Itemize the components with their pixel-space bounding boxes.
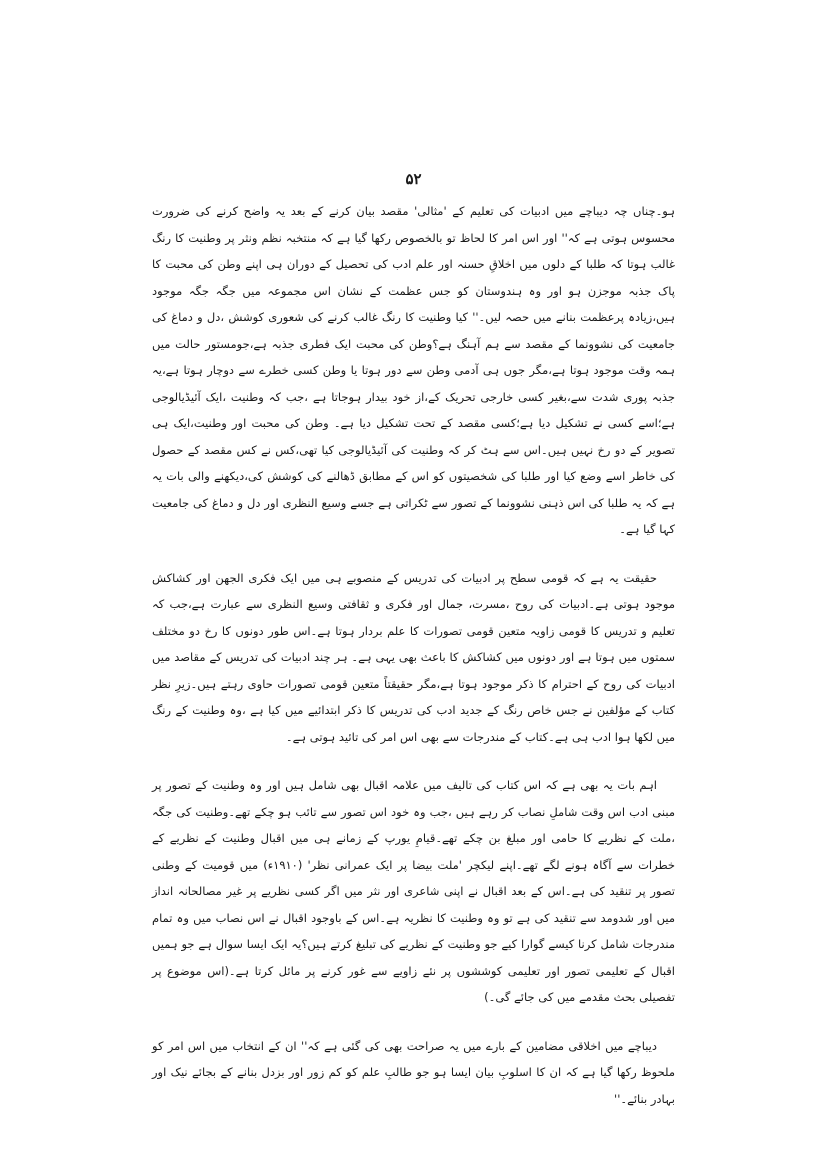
paragraph-4: دیباچے میں اخلاقی مضامین کے بارے میں یہ صراحت بھی کی گئی ہے کہ'' ان کے انتخاب میں اس امر کو ملحوظ رکھا گیا ہے کہ ان کا اسلوبِ بیان ایسا ہو جو طالبِ علم کو کم زور اور بزدل بنانے کے بجائے نیک اور بہادر بنائے۔'': [152, 1038, 675, 1106]
page-number: ۵۲: [405, 170, 422, 188]
body-text: [152, 198, 675, 1112]
paragraph-1: ہو۔چناں چہ دیباچے میں ادبیات کی تعلیم کے 'مثالی' مقصد بیان کرنے کے بعد یہ واضح کرنے کی ضرورت محسوس ہوتی ہے کہ'' اور اس امر کا لحاظ تو بالخصوص رکھا گیا ہے کہ منتخبہ نظم ونثر پر وطنیت کا رنگ غالب ہوتا کہ طلبا کے دلوں میں اخلاقِ حسنہ اور علم ادب کی تحصیل کے دوران ہی اپنے وطن کی محبت کا پاک جذبہ موجزن ہو اور وہ ہندوستان کو جس عظمت کے نشان اس مجموعہ میں جگہ جگہ موجود ہیں،زیادہ پرعظمت بنانے میں حصہ لیں۔'' کیا وطنیت کا رنگ غالب کرنے کی شعوری کوشش ،دل و دماغ کی جامعیت کی نشوونما کے مقصد سے ہم آہنگ ہے؟وطن کی محبت ایک فطری جذبہ ہے،جومستور حالت میں ہمہ وقت موجود ہوتا ہے،مگر جوں ہی آدمی وطن سے دور ہوتا یا وطن کسی خطرے سے دوچار ہوتا ہے،یہ جذبہ پوری شدت سے،بغیر کسی خارجی تحریک کے،از خود بیدار ہوجاتا ہے ،جب کہ وطنیت ،ایک آئیڈیالوجی ہے؛اسے کسی نے تشکیل دیا ہے؛کسی مقصد کے تحت تشکیل دیا ہے۔ وطن کی محبت اور وطنیت،ایک ہی تصویر کے دو رخ نہیں ہیں۔اس سے ہٹ کر کہ وطنیت کی آئیڈیالوجی کیا تھی،کس نے کس مقصد کے حصول کی خاطر اسے وضع کیا اور طلبا کی شخصیتوں کو اس کے مطابق ڈھالنے کی کوشش کی،دیکھنے والی بات یہ ہے کہ یہ طلبا کی اس ذہنی نشوونما کے تصور سے ٹکراتی ہے جسے وسیع النظری اور دل و دماغ کی جامعیت کہا گیا ہے۔: [152, 204, 675, 536]
paragraph-3: اہم بات یہ بھی ہے کہ اس کتاب کی تالیف میں علامہ اقبال بھی شامل ہیں اور وہ وطنیت کے تصور پر مبنی ادب اس وقت شاملِ نصاب کر رہے ہیں ،جب وہ خود اس تصور سے تائب ہو چکے تھے۔وطنیت کی جگہ ،ملت کے نظریے کا حامی اور مبلغ بن چکے تھے۔قیامِ یورپ کے زمانے ہی میں اقبال وطنیت کے نظریے کے خطرات سے آگاہ ہونے لگے تھے۔اپنے لیکچر 'ملت بیضا پر ایک عمرانی نظر' (۱۹۱۰ء) میں قومیت کے وطنی تصور پر تنقید کی ہے۔اس کے بعد اقبال نے اپنی شاعری اور نثر میں اگر کسی نظریے پر غیر مصالحانہ انداز میں اور شدومد سے تنقید کی ہے تو وہ وطنیت کا نظریہ ہے۔اس کے باوجود اقبال نے اس نصاب میں وہ تمام مندرجات شامل کرنا کیسے گوارا کیے جو وطنیت کے نظریے کی تبلیغ کرتے ہیں؟یہ ایک ایسا سوال ہے جو ہمیں اقبال کے تعلیمی تصور اور تعلیمی کوششوں پر نئے زاویے سے غور کرنے پر مائل کرتا ہے۔(اس موضوع پر تفصیلی بحث مقدمے میں کی جائے گی۔): [152, 778, 675, 1004]
paragraph-2: حقیقت یہ ہے کہ قومی سطح پر ادبیات کی تدریس کے منصوبے ہی میں ایک فکری الجھن اور کشاکش موجود ہوتی ہے۔ادبیات کی روح ،مسرت، جمال اور فکری و ثقافتی وسیع النظری سے عبارت ہے،جب کہ تعلیم و تدریس کا قومی زاویہ متعین قومی تصورات کا علم بردار ہوتا ہے۔اس طور دونوں کا رخ دو مختلف سمتوں میں ہوتا ہے اور دونوں میں کشاکش کا باعث بھی یہی ہے۔ ہر چند ادبیات کی تدریس کے مقاصد میں ادبیات کی روح کے احترام کا ذکر موجود ہوتا ہے،مگر حقیقتاً متعین قومی تصورات حاوی رہتے ہیں۔زیرِ نظر کتاب کے مؤلفین نے جس خاص رنگ کے جدید ادب کی تدریس کا ذکر ابتدائیے میں کیا ہے ،وہ وطنیت کے رنگ میں لکھا ہوا ادب ہی ہے۔کتاب کے مندرجات سے بھی اس امر کی تائید ہوتی ہے۔: [152, 570, 675, 744]
